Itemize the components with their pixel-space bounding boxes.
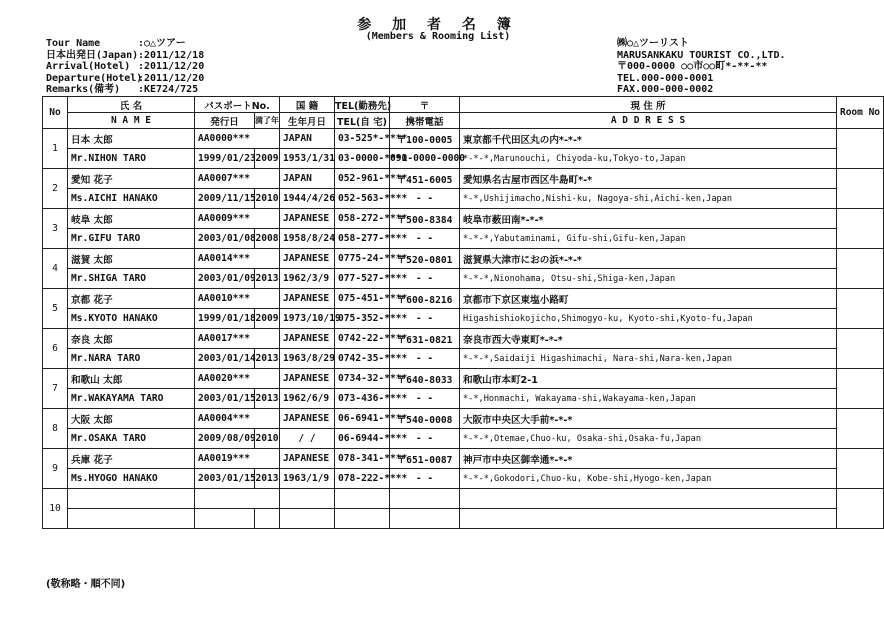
- header-postal: 〒: [390, 97, 460, 113]
- member-name-en: Mr.OSAKA TARO: [68, 429, 195, 449]
- member-name-ja: 兵庫 花子: [68, 449, 195, 469]
- header-nationality: 国 籍: [280, 97, 335, 113]
- member-no: 7: [43, 369, 68, 409]
- member-postal: 〒640-8033: [390, 369, 460, 389]
- member-passport: AA0007***: [195, 169, 280, 189]
- member-row: [43, 489, 884, 509]
- member-address-en: Higashishiokojicho,Shimogyo-ku, Kyoto-shi,Kyoto-fu,Japan: [460, 309, 837, 329]
- member-postal: 〒451-6005: [390, 169, 460, 189]
- document-subtitle: (Members & Rooming List): [365, 31, 511, 42]
- tour-info-value: :KE724/725: [138, 84, 199, 96]
- member-postal: 〒631-0821: [390, 329, 460, 349]
- member-nationality: JAPANESE: [280, 369, 335, 389]
- member-issue-date: 2003/01/09: [195, 269, 255, 289]
- member-name-en: Mr.NIHON TARO: [68, 149, 195, 169]
- member-tel-home: 0742-35-****: [335, 349, 390, 369]
- member-expiry: 2010: [255, 429, 280, 449]
- tour-info-label: Departure(Hotel): [46, 72, 143, 84]
- member-tel-office: 058-272-****: [335, 209, 390, 229]
- tour-info-value: :2011/12/20: [138, 72, 205, 84]
- member-mobile: [390, 509, 460, 529]
- member-issue-date: 1999/01/18: [195, 309, 255, 329]
- header-row: [43, 113, 884, 129]
- member-passport: AA0020***: [195, 369, 280, 389]
- header-address-ja: 現 住 所: [460, 97, 837, 113]
- member-postal: 〒540-0008: [390, 409, 460, 429]
- member-nationality: JAPANESE: [280, 209, 335, 229]
- member-issue-date: 2003/01/15: [195, 469, 255, 489]
- member-nationality: [280, 489, 335, 509]
- tour-info-value: :2011/12/18: [138, 49, 205, 61]
- member-name-ja: 奈良 太郎: [68, 329, 195, 349]
- member-tel-office: 03-525*-****: [335, 129, 390, 149]
- member-expiry: 2009: [255, 309, 280, 329]
- member-tel-office: 078-341-****: [335, 449, 390, 469]
- member-row: [43, 409, 884, 429]
- member-address-en: *-*-*,Nionohama, Otsu-shi,Shiga-ken,Japan: [460, 269, 837, 289]
- member-postal: 〒600-8216: [390, 289, 460, 309]
- member-address-ja: 奈良市西大寺東町*-*-*: [460, 329, 837, 349]
- member-birth-date: [280, 509, 335, 529]
- tour-info-label: Arrival(Hotel): [46, 61, 131, 73]
- member-name-en: Ms.KYOTO HANAKO: [68, 309, 195, 329]
- member-issue-date: 2009/11/15: [195, 189, 255, 209]
- member-address-ja: [460, 489, 837, 509]
- member-row: [43, 249, 884, 269]
- member-row: [43, 189, 884, 209]
- member-postal: 〒100-0005: [390, 129, 460, 149]
- member-tel-home: 058-277-****: [335, 229, 390, 249]
- member-no: 1: [43, 129, 68, 169]
- member-row: [43, 229, 884, 249]
- member-nationality: JAPAN: [280, 129, 335, 149]
- member-address-ja: 京都市下京区東塩小路町: [460, 289, 837, 309]
- member-tel-office: [335, 489, 390, 509]
- member-row: [43, 389, 884, 409]
- tour-info-value: :2011/12/20: [138, 61, 205, 73]
- member-passport: AA0014***: [195, 249, 280, 269]
- tour-info-row: [46, 61, 204, 73]
- member-row: [43, 469, 884, 489]
- member-tel-office: 075-451-****: [335, 289, 390, 309]
- header-room-no: Room No: [837, 97, 884, 129]
- member-address-en: *-*,Ushijimacho,Nishi-ku, Nagoya-shi,Aichi-ken,Japan: [460, 189, 837, 209]
- member-tel-home: 077-527-****: [335, 269, 390, 289]
- header-passport: パスポートNo.: [195, 97, 280, 113]
- member-mobile: - -: [390, 309, 460, 329]
- member-tel-office: 06-6941-****: [335, 409, 390, 429]
- member-name-en: [68, 509, 195, 529]
- member-row: [43, 349, 884, 369]
- member-name-ja: 岐阜 太郎: [68, 209, 195, 229]
- member-passport: AA0004***: [195, 409, 280, 429]
- member-room-no: [837, 129, 884, 169]
- member-address-ja: 大阪市中央区大手前*-*-*: [460, 409, 837, 429]
- member-address-en: *-*-*,Gokodori,Chuo-ku, Kobe-shi,Hyogo-ken,Japan: [460, 469, 837, 489]
- member-mobile: - -: [390, 389, 460, 409]
- member-expiry: 2008: [255, 229, 280, 249]
- member-birth-date: 1958/8/24: [280, 229, 335, 249]
- member-name-ja: 滋賀 太郎: [68, 249, 195, 269]
- header-issue-date: 発行日: [195, 113, 255, 129]
- member-birth-date: 1953/1/31: [280, 149, 335, 169]
- member-room-no: [837, 449, 884, 489]
- member-expiry: 2009: [255, 149, 280, 169]
- member-room-no: [837, 209, 884, 249]
- member-nationality: JAPANESE: [280, 409, 335, 429]
- member-expiry: [255, 509, 280, 529]
- member-room-no: [837, 329, 884, 369]
- member-roster-table: [42, 96, 884, 529]
- member-row: [43, 289, 884, 309]
- tour-info-label: Tour Name: [46, 38, 101, 49]
- member-name-ja: 和歌山 太郎: [68, 369, 195, 389]
- member-room-no: [837, 249, 884, 289]
- member-address-ja: 岐阜市薮田南*-*-*: [460, 209, 837, 229]
- member-mobile: - -: [390, 469, 460, 489]
- tour-info-row: [46, 73, 204, 85]
- member-expiry: 2013: [255, 269, 280, 289]
- member-birth-date: 1962/3/9: [280, 269, 335, 289]
- tour-info: [46, 38, 204, 96]
- header-row: [43, 97, 884, 113]
- member-row: [43, 129, 884, 149]
- member-birth-date: 1963/8/29: [280, 349, 335, 369]
- member-no: 6: [43, 329, 68, 369]
- member-postal: 〒520-0801: [390, 249, 460, 269]
- member-no: 2: [43, 169, 68, 209]
- member-issue-date: 2003/01/15: [195, 389, 255, 409]
- member-postal: [390, 489, 460, 509]
- member-name-en: Mr.NARA TARO: [68, 349, 195, 369]
- member-tel-office: 052-961-****: [335, 169, 390, 189]
- member-passport: AA0019***: [195, 449, 280, 469]
- member-room-no: [837, 369, 884, 409]
- member-name-en: Mr.SHIGA TARO: [68, 269, 195, 289]
- member-name-en: Ms.HYOGO HANAKO: [68, 469, 195, 489]
- company-name-en: MARUSANKAKU TOURIST CO.,LTD.: [617, 49, 786, 61]
- member-mobile: - -: [390, 349, 460, 369]
- member-row: [43, 169, 884, 189]
- member-birth-date: 1944/4/26: [280, 189, 335, 209]
- member-no: 8: [43, 409, 68, 449]
- member-name-ja: 京都 花子: [68, 289, 195, 309]
- member-tel-office: 0734-32-****: [335, 369, 390, 389]
- member-issue-date: 2003/01/08: [195, 229, 255, 249]
- header-expiry: 満了年: [255, 113, 280, 129]
- company-tel: TEL.000-000-0001: [617, 72, 714, 84]
- company-name-ja: ㈱○△ツーリスト: [617, 38, 689, 49]
- tour-info-row: [46, 38, 204, 50]
- header-tel-office: TEL(勤務先): [335, 97, 390, 113]
- member-row: [43, 369, 884, 389]
- member-nationality: JAPANESE: [280, 249, 335, 269]
- member-row: [43, 429, 884, 449]
- member-birth-date: / /: [280, 429, 335, 449]
- member-tel-home: 06-6944-****: [335, 429, 390, 449]
- member-name-ja: 愛知 花子: [68, 169, 195, 189]
- member-room-no: [837, 169, 884, 209]
- member-passport: AA0017***: [195, 329, 280, 349]
- member-name-ja: 大阪 太郎: [68, 409, 195, 429]
- member-row: [43, 329, 884, 349]
- member-name-en: Mr.GIFU TARO: [68, 229, 195, 249]
- member-passport: AA0009***: [195, 209, 280, 229]
- member-no: 3: [43, 209, 68, 249]
- member-address-ja: 滋賀県大津市におの浜*-*-*: [460, 249, 837, 269]
- member-passport: AA0010***: [195, 289, 280, 309]
- member-name-ja: [68, 489, 195, 509]
- member-address-en: *-*-*,Saidaiji Higashimachi, Nara-shi,Nara-ken,Japan: [460, 349, 837, 369]
- member-issue-date: 2003/01/14: [195, 349, 255, 369]
- member-mobile: - -: [390, 229, 460, 249]
- tour-info-row: [46, 50, 204, 62]
- document-title: 参 加 者 名 簿: [357, 17, 519, 33]
- header-mobile: 携帯電話: [390, 113, 460, 129]
- footer-note: (敬称略・順不同): [46, 579, 126, 590]
- member-address-ja: 愛知県名古屋市西区牛島町*-*: [460, 169, 837, 189]
- header-birth-date: 生年月日: [280, 113, 335, 129]
- member-tel-home: 078-222-****: [335, 469, 390, 489]
- company-fax: FAX.000-000-0002: [617, 84, 714, 96]
- member-address-en: *-*,Honmachi, Wakayama-shi,Wakayama-ken,Japan: [460, 389, 837, 409]
- header-tel-home: TEL(自 宅): [335, 113, 390, 129]
- member-address-ja: 神戸市中央区御幸通*-*-*: [460, 449, 837, 469]
- member-mobile: - -: [390, 189, 460, 209]
- member-address-en: [460, 509, 837, 529]
- member-passport: AA0000***: [195, 129, 280, 149]
- member-no: 4: [43, 249, 68, 289]
- member-name-en: Mr.WAKAYAMA TARO: [68, 389, 195, 409]
- member-birth-date: 1962/6/9: [280, 389, 335, 409]
- member-expiry: 2013: [255, 389, 280, 409]
- member-address-en: *-*-*,Yabutaminami, Gifu-shi,Gifu-ken,Japan: [460, 229, 837, 249]
- header-no: No: [43, 97, 68, 129]
- member-name-en: Ms.AICHI HANAKO: [68, 189, 195, 209]
- member-tel-home: 052-563-****: [335, 189, 390, 209]
- member-no: 9: [43, 449, 68, 489]
- member-room-no: [837, 489, 884, 529]
- member-mobile: - -: [390, 429, 460, 449]
- member-postal: 〒651-0087: [390, 449, 460, 469]
- member-row: [43, 449, 884, 469]
- member-address-en: *-*-*,Otemae,Chuo-ku, Osaka-shi,Osaka-fu,Japan: [460, 429, 837, 449]
- member-expiry: 2010: [255, 189, 280, 209]
- member-tel-office: 0742-22-****: [335, 329, 390, 349]
- member-row: [43, 209, 884, 229]
- member-room-no: [837, 289, 884, 329]
- member-room-no: [837, 409, 884, 449]
- tour-info-row: [46, 84, 204, 96]
- company-info: [617, 38, 786, 96]
- member-issue-date: 1999/01/23: [195, 149, 255, 169]
- member-passport: [195, 489, 280, 509]
- member-no: 10: [43, 489, 68, 529]
- tour-info-value: :○△ツアー: [138, 38, 186, 49]
- member-mobile: 090-0000-0000: [390, 149, 460, 169]
- member-name-ja: 日本 太郎: [68, 129, 195, 149]
- member-postal: 〒500-8384: [390, 209, 460, 229]
- member-nationality: JAPAN: [280, 169, 335, 189]
- member-row: [43, 269, 884, 289]
- member-nationality: JAPANESE: [280, 449, 335, 469]
- tour-info-label: Remarks(備考): [46, 84, 121, 96]
- member-no: 5: [43, 289, 68, 329]
- member-row: [43, 509, 884, 529]
- member-birth-date: 1973/10/19: [280, 309, 335, 329]
- member-row: [43, 309, 884, 329]
- member-expiry: 2013: [255, 469, 280, 489]
- tour-info-label: 日本出発日(Japan): [46, 49, 139, 61]
- member-birth-date: 1963/1/9: [280, 469, 335, 489]
- header-name-ja: 氏 名: [68, 97, 195, 113]
- member-nationality: JAPANESE: [280, 289, 335, 309]
- member-expiry: 2013: [255, 349, 280, 369]
- member-issue-date: [195, 509, 255, 529]
- member-tel-home: 075-352-****: [335, 309, 390, 329]
- member-address-en: *-*-*,Marunouchi, Chiyoda-ku,Tokyo-to,Japan: [460, 149, 837, 169]
- member-row: [43, 149, 884, 169]
- member-address-ja: 東京都千代田区丸の内*-*-*: [460, 129, 837, 149]
- member-tel-office: 0775-24-****: [335, 249, 390, 269]
- member-tel-home: [335, 509, 390, 529]
- member-tel-home: 03-0000-***1: [335, 149, 390, 169]
- member-tel-home: 073-436-****: [335, 389, 390, 409]
- member-nationality: JAPANESE: [280, 329, 335, 349]
- member-address-ja: 和歌山市本町2-1: [460, 369, 837, 389]
- header-name-en: N A M E: [68, 113, 195, 129]
- member-mobile: - -: [390, 269, 460, 289]
- header-address-en: A D D R E S S: [460, 113, 837, 129]
- company-address: 〒000-0000 ○○市○○町*-**-**: [617, 61, 768, 73]
- member-issue-date: 2009/08/09: [195, 429, 255, 449]
